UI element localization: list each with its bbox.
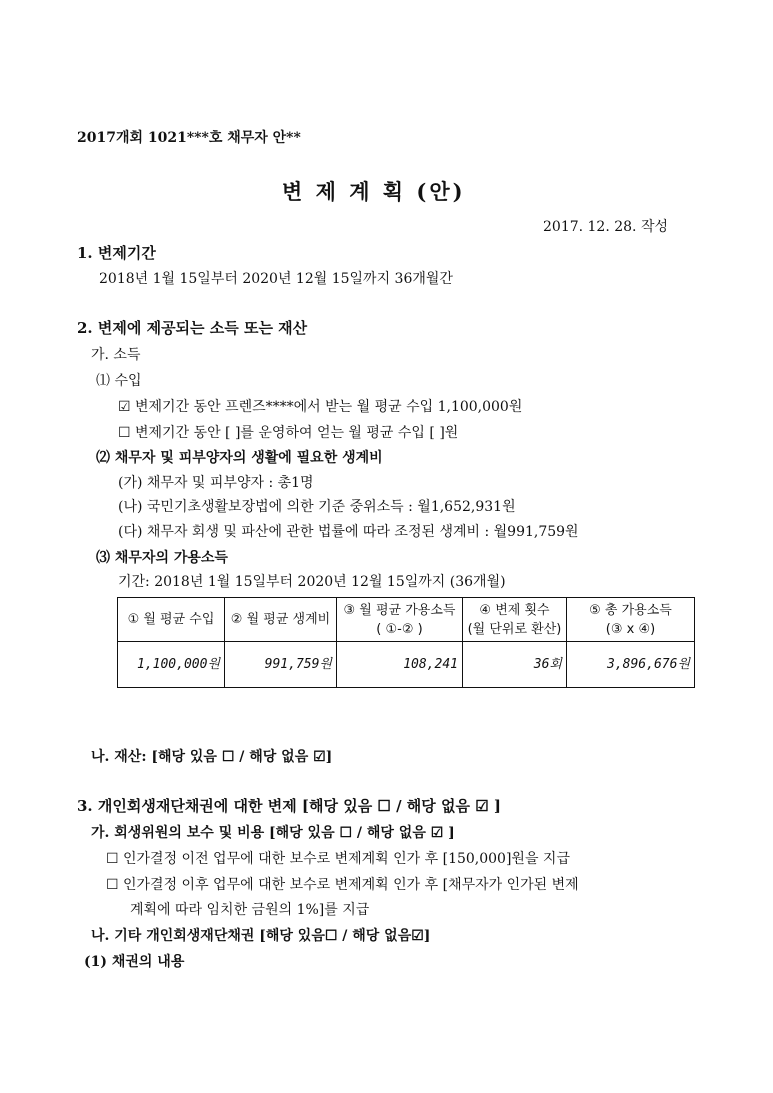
adjusted-living-cost-line: (다) 채무자 회생 및 파산에 관한 법률에 따라 조정된 생계비 : 월991,759원	[118, 524, 579, 540]
case-number-line: 2017개회 1021***호 채무자 안**	[77, 130, 301, 146]
living-cost-heading: ⑵ 채무자 및 피부양자의 생활에 필요한 생계비	[96, 450, 383, 466]
table-header-cell: ① 월 평균 수입	[118, 598, 225, 642]
table-header-cell: ⑤ 총 가용소득 (③ x ④)	[567, 598, 695, 642]
table-header-row	[118, 598, 695, 642]
table-header-cell: ③ 월 평균 가용소득 ( ①-② )	[337, 598, 463, 642]
property-line: 나. 재산: [해당 있음 ☐ / 해당 없음 ☑]	[91, 749, 333, 765]
income-option-business: ☐ 변제기간 동안 [ ]를 운영하여 얻는 월 평균 수입 [ ]원	[118, 425, 459, 441]
repayment-period: 2018년 1월 15일부터 2020년 12월 15일까지 36개월간	[99, 271, 453, 287]
table-row	[118, 642, 695, 688]
median-income-line: (나) 국민기초생활보장법에 의한 기준 중위소득 : 월1,652,931원	[118, 499, 516, 515]
total-disposable-value: 3,896,676원	[567, 642, 695, 688]
section1-heading: 1. 변제기간	[77, 244, 156, 262]
disposable-income-table	[117, 597, 695, 688]
trustee-fee-heading: 가. 회생위원의 보수 및 비용 [해당 있음 ☐ / 해당 없음 ☑ ]	[91, 825, 455, 841]
monthly-income-value: 1,100,000원	[118, 642, 225, 688]
monthly-living-cost-value: 991,759원	[225, 642, 337, 688]
dependents-line: (가) 채무자 및 피부양자 : 총1명	[118, 475, 314, 491]
section2-heading: 2. 변제에 제공되는 소득 또는 재산	[77, 319, 308, 337]
page-title: 변 제 계 획 (안)	[282, 179, 466, 204]
table-header-cell: ④ 변제 횟수 (월 단위로 환산)	[463, 598, 567, 642]
table-header-cell: ② 월 평균 생계비	[225, 598, 337, 642]
other-claims-heading: 나. 기타 개인회생재단채권 [해당 있음☐ / 해당 없음☑]	[91, 928, 431, 944]
monthly-disposable-value: 108,241	[337, 642, 463, 688]
income-item-heading: ⑴ 수입	[96, 373, 142, 389]
trustee-fee-after-approval-line2: 계획에 따라 임치한 금원의 1%]를 지급	[130, 902, 370, 918]
income-subheading: 가. 소득	[91, 347, 141, 363]
trustee-fee-after-approval-line1: ☐ 인가결정 이후 업무에 대한 보수로 변제계획 인가 후 [채무자가 인가된 변제	[106, 877, 579, 893]
disposable-income-heading: ⑶ 채무자의 가용소득	[96, 550, 228, 566]
claim-content-heading: (1) 채권의 내용	[84, 954, 185, 970]
trustee-fee-before-approval: ☐ 인가결정 이전 업무에 대한 보수로 변제계획 인가 후 [150,000]원을 지급	[106, 851, 570, 867]
section3-heading: 3. 개인회생재단채권에 대한 변제 [해당 있음 ☐ / 해당 없음 ☑ ]	[77, 797, 501, 815]
income-option-friends: ☑ 변제기간 동안 프렌즈****에서 받는 월 평균 수입 1,100,000원	[118, 399, 523, 415]
payment-count-value: 36회	[463, 642, 567, 688]
document-date: 2017. 12. 28. 작성	[543, 219, 669, 235]
disposable-period: 기간: 2018년 1월 15일부터 2020년 12월 15일까지 (36개월)	[118, 574, 506, 590]
